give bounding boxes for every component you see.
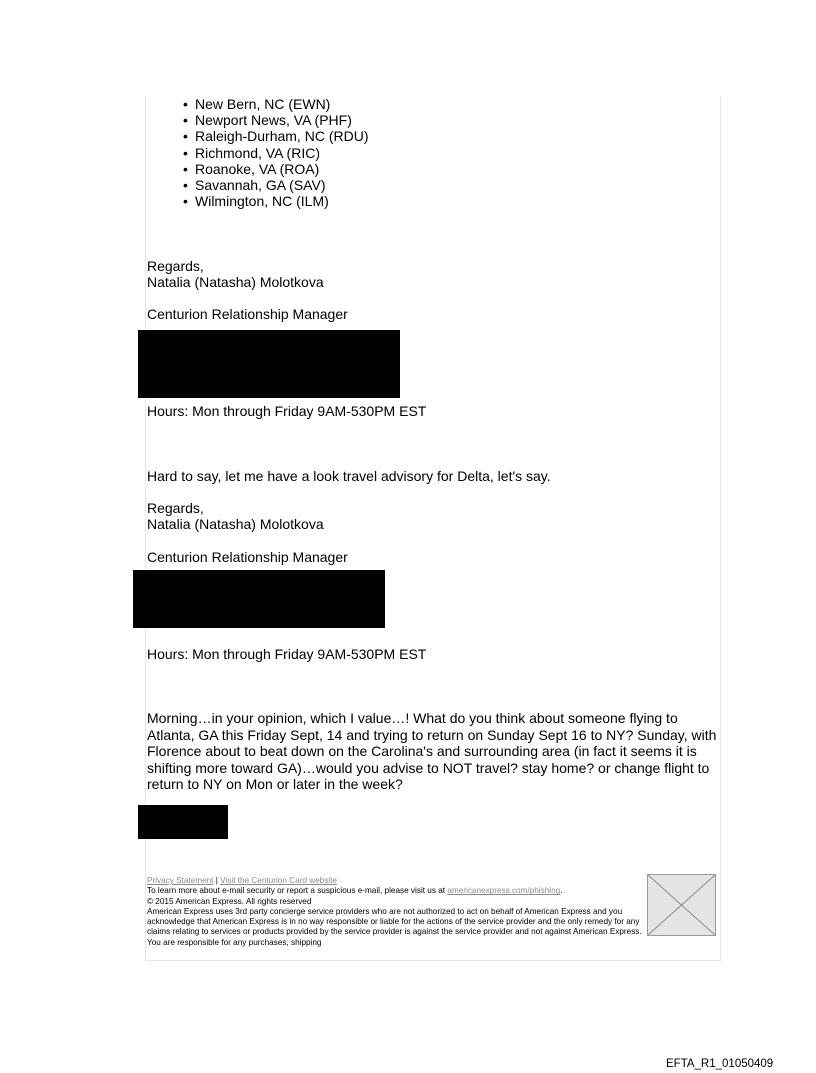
signature-hours: Hours: Mon through Friday 9AM-530PM EST bbox=[147, 646, 427, 662]
phishing-link[interactable]: americanexpress.com/phishing bbox=[447, 886, 561, 896]
list-item: • Savannah, GA (SAV) bbox=[183, 177, 368, 193]
redaction-box bbox=[138, 330, 400, 398]
airport-list bbox=[183, 96, 368, 209]
centurion-card-link[interactable]: Visit the Centurion Card website bbox=[220, 876, 337, 885]
signature-hours: Hours: Mon through Friday 9AM-530PM EST bbox=[147, 403, 427, 419]
list-item: • Newport News, VA (PHF) bbox=[183, 112, 368, 128]
signature-title: Centurion Relationship Manager bbox=[147, 549, 348, 565]
document-id: EFTA_R1_01050409 bbox=[666, 1058, 774, 1070]
privacy-statement-link[interactable]: Privacy Statement bbox=[147, 876, 214, 885]
footer-links bbox=[147, 876, 647, 886]
reply-message: Hard to say, let me have a look travel advisory for Delta, let's say. bbox=[147, 468, 551, 484]
redaction-box bbox=[133, 570, 385, 628]
security-period: . bbox=[560, 886, 563, 896]
link-separator: | bbox=[215, 876, 218, 885]
email-footer bbox=[147, 876, 647, 948]
original-message: Morning…in your opinion, which I value…! What do you think about someone flying to Atlanta, GA this Friday Sept, 14 and trying to return on Sunday Sept 16 to NY? Sunday, with Florence about to beat down on the Carolina's and surrounding area (in fact it seems it is shifting more toward GA)…would you advise to NOT travel? stay home? or change flight to return to NY on Mon or later in the week? bbox=[147, 710, 717, 792]
disclaimer-text: American Express uses 3rd party concierge service providers who are not authorized to act on behalf of American Express and you acknowledge that American Express is in no way responsible or liable for the actions of the service provider and the only remedy for any claims relating to services or products provided by the service provider is against the service provider and not against American Express. You are responsible for any purchases, shipping bbox=[147, 906, 642, 947]
signature-name: Natalia (Natasha) Molotkova bbox=[147, 516, 324, 532]
list-item: • Richmond, VA (RIC) bbox=[183, 145, 368, 161]
redaction-box bbox=[138, 805, 228, 839]
signature-title: Centurion Relationship Manager bbox=[147, 306, 348, 322]
security-text: To learn more about e-mail security or report a suspicious e-mail, please visit us at bbox=[147, 886, 446, 896]
list-item: • Roanoke, VA (ROA) bbox=[183, 161, 368, 177]
signature-regards: Regards, bbox=[147, 258, 204, 274]
copyright-text: © 2015 American Express. All rights reserved bbox=[147, 896, 312, 906]
security-notice bbox=[147, 886, 647, 896]
list-item: • New Bern, NC (EWN) bbox=[183, 96, 368, 112]
list-item: • Raleigh-Durham, NC (RDU) bbox=[183, 128, 368, 144]
signature-name: Natalia (Natasha) Molotkova bbox=[147, 274, 324, 290]
broken-image-icon bbox=[647, 874, 716, 936]
signature-regards: Regards, bbox=[147, 500, 204, 516]
list-item: • Wilmington, NC (ILM) bbox=[183, 193, 368, 209]
